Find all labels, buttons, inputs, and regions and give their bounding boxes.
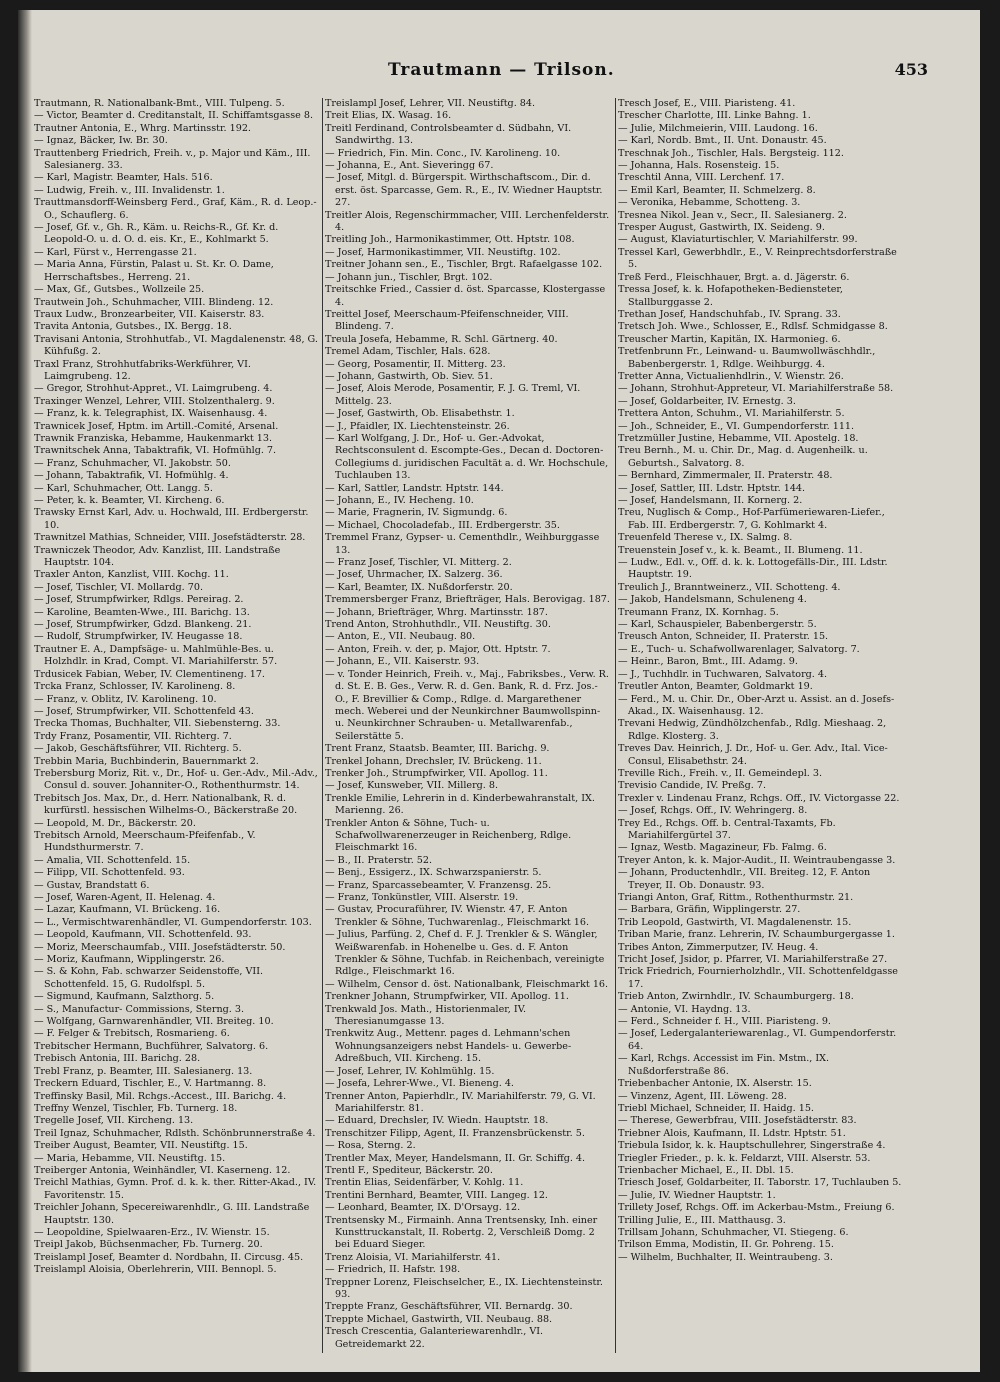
directory-entry: Trcka Franz, Schlosser, IV. Karolineng. 8.	[34, 681, 236, 693]
directory-entry: Traux Ludw., Bronzearbeiter, VII. Kaiserstr. 83.	[34, 308, 265, 320]
directory-entry: — Ferd., M. u. Chir. Dr., Ober-Arzt u. Assist. an d. Josefs-Akad., IX. Waisenhausg. 12.	[618, 693, 895, 717]
directory-entry: — Josef, Strumpfwirker, Rdlgs. Pereirag. 2.	[34, 594, 244, 606]
directory-entry: Tresper August, Gastwirth, IX. Seideng. 9.	[618, 222, 825, 234]
directory-entry: — Jakob, Handelsmann, Schuleneng 4.	[618, 594, 807, 606]
directory-entry: — E., Tuch- u. Schafwollwarenlager, Salvatorg. 7.	[618, 643, 860, 655]
directory-entry: Trenkner Johann, Strumpfwirker, VII. Apollog. 11.	[325, 991, 569, 1003]
directory-entry: Treuscher Martin, Kapitän, IX. Harmonieg. 6.	[618, 333, 841, 345]
column-1	[32, 98, 322, 1358]
directory-entry: — Amalia, VII. Schottenfeld. 15.	[34, 854, 191, 866]
directory-entry: Tretsch Joh. Wwe., Schlosser, E., Rdlsf. Schmidgasse 8.	[618, 321, 888, 333]
directory-entry: Treislampl Josef, Beamter d. Nordbahn, II. Circusg. 45.	[34, 1251, 304, 1263]
directory-entry: Treittel Josef, Meerschaum-Pfeifenschneider, VIII. Blindeng. 7.	[325, 308, 569, 333]
directory-entry: Trevisio Candide, IV. Preßg. 7.	[618, 780, 766, 792]
directory-entry: — Josef, Waren-Agent, II. Helenag. 4.	[34, 892, 216, 903]
directory-entry: Treil Ignaz, Schuhmacher, Rdlsth. Schönbrunnerstraße 4.	[34, 1127, 316, 1139]
directory-entry: Treipl Jakob, Büchsenmacher, Fb. Turnerg. 20.	[34, 1239, 263, 1251]
directory-entry: Trenschitzer Filipp, Agent, II. Franzensbrückenstr. 5.	[325, 1127, 585, 1139]
directory-entry: — Lazar, Kaufmann, VI. Brückeng. 16.	[34, 904, 221, 916]
directory-entry: — Marie, Fragnerin, IV. Sigmundg. 6.	[325, 507, 508, 519]
directory-entry: — B., II. Praterstr. 52.	[325, 854, 433, 866]
directory-entry: — Veronika, Hebamme, Schotteng. 3.	[618, 197, 801, 209]
directory-entry: Tresnea Nikol. Jean v., Secr., II. Salesianerg. 2.	[618, 209, 847, 221]
directory-entry: — Josef, Goldarbeiter, IV. Ernestg. 3.	[618, 395, 796, 407]
directory-entry: — Franz, Schuhmacher, VI. Jakobstr. 50.	[34, 457, 231, 469]
directory-entry: Trauttmansdorff-Weinsberg Ferd., Graf, Käm., R. d. Leop.-O., Schauflerg. 6.	[34, 197, 317, 221]
directory-entry: Trend Anton, Strohhuthdlr., VII. Neustiftg. 30.	[325, 619, 551, 631]
directory-entry: — Johann, E., VII. Kaiserstr. 93.	[325, 656, 480, 668]
directory-entry: — Johann, Briefträger, Whrg. Martinsstr. 187.	[325, 606, 548, 618]
directory-entry: — Karl, Schuhmacher, Ott. Langg. 5.	[34, 482, 213, 494]
directory-entry: — F. Felger & Trebitsch, Rosmarieng. 6.	[34, 1028, 230, 1040]
directory-entry: — Bernhard, Zimmermaler, II. Praterstr. 48.	[618, 470, 833, 482]
directory-entry: Trib Leopold, Gastwirth, VI. Magdalenenstr. 15.	[618, 916, 852, 928]
directory-entry: Trentl F., Spediteur, Bäckerstr. 20.	[325, 1164, 493, 1176]
directory-entry: — Franz, Sparcassebeamter, V. Franzensg. 25.	[325, 879, 552, 891]
directory-entry: Trenkwald Jos. Math., Historienmaler, IV. Theresianumgasse 13.	[325, 1003, 526, 1028]
directory-entry: Treusch Anton, Schneider, II. Praterstr. 15.	[618, 631, 829, 643]
directory-entry: Tresch Crescentia, Galanteriewarenhdlr., VI. Getreidemarkt 22.	[325, 1326, 544, 1350]
directory-entry: — Josefa, Lehrer-Wwe., VI. Bieneng. 4.	[325, 1078, 514, 1090]
directory-entry: Treislampl Josef, Lehrer, VII. Neustiftg. 84.	[325, 98, 536, 109]
directory-entry: Trillsam Johann, Schuhmacher, VI. Stiegeng. 6.	[618, 1226, 849, 1238]
directory-entry: Trawnitzel Mathias, Schneider, VIII. Josefstädterstr. 28.	[34, 532, 306, 544]
directory-entry: Treckern Eduard, Tischler, E., V. Hartmanng. 8.	[34, 1078, 267, 1090]
directory-entry: Treuenstein Josef v., k. k. Beamt., II. Blumeng. 11.	[618, 544, 863, 556]
directory-entry: Treville Rich., Freih. v., II. Gemeindepl. 3.	[618, 767, 823, 779]
directory-entry: Trdusicek Fabian, Weber, IV. Clementineng. 17.	[34, 668, 265, 680]
directory-entry: Treulich J., Branntweinerz., VII. Schotteng. 4.	[618, 581, 841, 593]
directory-entry: — Josef, Handelsmann, II. Kornerg. 2.	[618, 495, 803, 506]
directory-entry: — Anton, Freih. v. der, p. Major, Ott. Hptstr. 7.	[325, 643, 551, 655]
directory-entry: Trebl Franz, p. Beamter, III. Salesianerg. 13.	[34, 1065, 253, 1077]
directory-entry: Trescher Charlotte, III. Linke Bahng. 1.	[618, 110, 811, 122]
directory-entry: Trawsky Ernst Karl, Adv. u. Hochwald, III. Erdbergerstr. 10.	[34, 507, 309, 531]
directory-entry: — Franz, k. k. Telegraphist, IX. Waisenhausg. 4.	[34, 408, 268, 420]
directory-entry: Trecka Thomas, Buchhalter, VII. Siebensterng. 33.	[34, 718, 281, 730]
directory-entry: — Rudolf, Strumpfwirker, IV. Heugasse 18.	[34, 631, 243, 643]
directory-entry: — Maria, Hebamme, VII. Neustiftg. 15.	[34, 1152, 226, 1164]
directory-entry: Trebersburg Moriz, Rit. v., Dr., Hof- u. Ger.-Adv., Mil.-Adv., Consul d. souver. Johanniter-O., Rothenthurmstr. 14.	[34, 767, 318, 792]
directory-entry: — Josef, Mitgl. d. Bürgerspit. Wirthschaftscom., Dir. d. erst. öst. Sparcasse, Gem. R., E., IV. Wiedner Hauptstr. 27.	[325, 172, 603, 209]
directory-entry: — Karl, Magistr. Beamter, Hals. 516.	[34, 172, 213, 184]
directory-entry: — Franz, v. Oblitz, IV. Karolineng. 10.	[34, 693, 217, 705]
directory-entry: Treyer Anton, k. k. Major-Audit., II. Weintraubengasse 3.	[618, 854, 896, 866]
directory-entry: Trey Ed., Rchgs. Off. b. Central-Taxamts, Fb. Mariahilfergürtel 37.	[618, 817, 836, 841]
directory-entry: Trawnik Franziska, Hebamme, Haukenmarkt 13.	[34, 432, 273, 444]
directory-entry: — Benj., Essigerz., IX. Schwarzspanierstr. 5.	[325, 867, 542, 879]
directory-entry: Trautner E. A., Dampfsäge- u. Mahlmühle-Bes. u. Holzhdlr. in Krad, Compt. VI. Mariahilferstr. 57.	[34, 643, 278, 668]
directory-entry: — v. Tonder Heinrich, Freih. v., Maj., Fabriksbes., Verw. R. d. St. E. B. Ges., Verw. R. d. Gen. Bank, R. d. Frz. Jos.-O., F. Brevillier & Comp., Rdlge. d. Margarethener mech. Weberei und der Neunkirchner Baumwollspinn- u. Neunkirchner Schrauben- u. Metallwarenfab., Seilerstätte 5.	[325, 668, 609, 742]
directory-entry: — Friedrich, Fin. Min. Conc., IV. Karolineng. 10.	[325, 147, 561, 159]
directory-entry: Triebner Alois, Kaufmann, II. Ldstr. Hptstr. 51.	[618, 1127, 846, 1139]
directory-entry: Tribes Anton, Zimmerputzer, IV. Heug. 4.	[618, 941, 819, 953]
directory-entry: — Josef, Sattler, III. Ldstr. Hptstr. 144.	[618, 482, 806, 494]
directory-entry: Trebisch Antonia, III. Barichg. 28.	[34, 1053, 201, 1065]
directory-entry: Treitschke Fried., Cassier d. öst. Sparcasse, Klostergasse 4.	[325, 284, 606, 308]
directory-entry: Triebl Michael, Schneider, II. Haidg. 15.	[618, 1102, 814, 1114]
directory-entry: — S., Manufactur- Commissions, Sterng. 3.	[34, 1003, 245, 1015]
directory-entry: — Josef, Tischler, VI. Mollardg. 70.	[34, 581, 203, 593]
directory-entry: — J., Pfaidler, IX. Liechtensteinstr. 26.	[325, 420, 510, 432]
directory-entry: Treuenfeld Therese v., IX. Salmg. 8.	[618, 532, 793, 544]
directory-entry: Treppte Franz, Geschäftsführer, VII. Bernardg. 30.	[325, 1301, 573, 1313]
directory-entry: Tremmersberger Franz, Briefträger, Hals. Berovigag. 187.	[325, 594, 610, 606]
directory-entry: Treiberger Antonia, Weinhändler, VI. Kaserneng. 12.	[34, 1164, 291, 1176]
directory-entry: — Johanna, E., Ant. Sieveringg 67.	[325, 160, 494, 172]
directory-entry: — Leonhard, Beamter, IX. D'Orsayg. 12.	[325, 1202, 521, 1214]
directory-entry: Trentini Bernhard, Beamter, VIII. Langeg. 12.	[325, 1189, 548, 1201]
directory-entry: — Leopold, Kaufmann, VII. Schottenfeld. 93.	[34, 929, 252, 941]
directory-entry: Trenkel Johann, Drechsler, IV. Brückeng. 11.	[325, 755, 542, 767]
directory-entry: Treislampl Aloisia, Oberlehrerin, VIII. Bennopl. 5.	[34, 1264, 277, 1276]
directory-entry: Treu, Nuglisch & Comp., Hof-Parfümeriewaren-Liefer., Fab. III. Erdbergerstr. 7, G. Kohlmarkt 4.	[618, 507, 885, 531]
directory-entry: — Moriz, Meerschaumfab., VIII. Josefstädterstr. 50.	[34, 941, 286, 953]
directory-entry: — Ludwig, Freih. v., III. Invalidenstr. 1.	[34, 184, 225, 196]
directory-entry: — Julie, IV. Wiedner Hauptstr. 1.	[618, 1189, 776, 1201]
directory-entry: Treffny Wenzel, Tischler, Fb. Turnerg. 18.	[34, 1102, 238, 1114]
directory-entry: Trautwein Joh., Schuhmacher, VIII. Blindeng. 12.	[34, 296, 274, 308]
directory-entry: Trick Friedrich, Fournierholzhdlr., VII. Schottenfeldgasse 17.	[618, 966, 898, 990]
directory-entry: Triesch Josef, Goldarbeiter, II. Taborstr. 17, Tuchlauben 5.	[618, 1177, 902, 1189]
directory-entry: Treumann Franz, IX. Kornhag. 5.	[618, 606, 779, 618]
directory-entry: — Josef, Alois Merode, Posamentir, F. J. G. Treml, VI. Mittelg. 23.	[325, 383, 581, 407]
directory-entry: — Vinzenz, Agent, III. Löweng. 28.	[618, 1090, 787, 1102]
directory-entry: Trebitscher Hermann, Buchführer, Salvatorg. 6.	[34, 1040, 269, 1052]
directory-entry: — Karoline, Beamten-Wwe., III. Barichg. 13.	[34, 606, 250, 618]
directory-entry: — Ludw., Edl. v., Off. d. k. k. Lottogefälls-Dir., III. Ldstr. Hauptstr. 19.	[618, 557, 888, 581]
directory-entry: Tressa Josef, k. k. Hofapotheken-Bediensteter, Stallburggasse 2.	[618, 284, 843, 308]
directory-entry: — Heinr., Baron, Bmt., III. Adamg. 9.	[618, 656, 798, 668]
directory-entry: Treppte Michael, Gastwirth, VII. Neubaug. 88.	[325, 1313, 553, 1325]
directory-entry: — Ferd., Schneider f. H., VIII. Piaristeng. 9.	[618, 1016, 831, 1028]
directory-entry: Trenkle Emilie, Lehrerin in d. Kinderbewahranstalt, IX. Marienng. 26.	[325, 792, 595, 817]
directory-entry: Triban Marie, franz. Lehrerin, IV. Schaumburgergasse 1.	[618, 929, 895, 941]
directory-entry: — Anton, E., VII. Neubaug. 80.	[325, 631, 476, 643]
book-binding-shadow	[18, 10, 32, 1372]
directory-entry: — Victor, Beamter d. Creditanstalt, II. Schiffamtsgasse 8.	[34, 110, 314, 122]
directory-entry: — August, Klaviaturtischler, V. Mariahilferstr. 99.	[618, 234, 858, 246]
directory-entry: — Josef, Lehrer, IV. Kohlmühlg. 15.	[325, 1065, 495, 1077]
directory-entry: Treitler Alois, Regenschirmmacher, VIII. Lerchenfelderstr. 4.	[325, 209, 610, 234]
directory-entry: Trenner Anton, Papierhdlr., IV. Mariahilferstr. 79, G. VI. Mariahilferstr. 81.	[325, 1090, 596, 1114]
directory-entry: Trenz Aloisia, VI. Mariahilferstr. 41.	[325, 1251, 501, 1263]
directory-entry: Trebitsch Arnold, Meerschaum-Pfeifenfab., V. Hundsthurmerstr. 7.	[34, 829, 256, 854]
directory-entry: — Gregor, Strohhut-Appret., VI. Laimgrubeng. 4.	[34, 383, 273, 395]
directory-entry: — Johann, Productenhdlr., VII. Breiteg. 12, F. Anton Treyer, II. Ob. Donaustr. 93.	[618, 867, 871, 891]
directory-entry: — Gustav, Procuraführer, IV. Wienstr. 47, F. Anton Trenkler & Söhne, Tuchwarenlag., Fleischmarkt 16.	[325, 904, 590, 928]
directory-entry: Trilling Julie, E., III. Matthausg. 3.	[618, 1214, 786, 1226]
directory-entry: Trebbin Maria, Buchbinderin, Bauernmarkt 2.	[34, 755, 259, 767]
directory-entry: Tretter Anna, Victualienhdlrin., V. Wienstr. 26.	[618, 370, 844, 382]
directory-entry: Tricht Josef, Jsidor, p. Pfarrer, VI. Mariahilferstraße 27.	[618, 954, 888, 966]
directory-entry: — Josef, Uhrmacher, IX. Salzerg. 36.	[325, 569, 503, 581]
directory-entry: — Therese, Gewerbfrau, VIII. Josefstädterstr. 83.	[618, 1115, 857, 1127]
directory-entry: — Karl, Fürst v., Herrengasse 21.	[34, 246, 197, 258]
directory-entry: — Leopoldine, Spielwaaren-Erz., IV. Wienstr. 15.	[34, 1226, 270, 1238]
directory-entry: — Karl, Nordb. Bmt., II. Unt. Donaustr. 45.	[618, 135, 827, 147]
directory-entry: Trawnitschek Anna, Tabaktrafik, VI. Hofmühlg. 7.	[34, 445, 277, 457]
directory-entry: — Barbara, Gräfin, Wipplingerstr. 27.	[618, 904, 801, 916]
directory-entry: Trillety Josef, Rchgs. Off. im Ackerbau-Mstm., Freiung 6.	[618, 1202, 895, 1214]
directory-entry: — Filipp, VII. Schottenfeld. 93.	[34, 867, 185, 879]
directory-entry: Trenkler Anton & Söhne, Tuch- u. Schafwollwarenerzeuger in Reichenberg, Rdlge. Fleischmarkt 16.	[325, 817, 572, 854]
directory-entry: — Michael, Chocoladefab., III. Erdbergerstr. 35.	[325, 519, 560, 531]
directory-entry: — Moriz, Kaufmann, Wipplingerstr. 26.	[34, 954, 225, 966]
directory-entry: Tremel Adam, Tischler, Hals. 628.	[325, 346, 491, 358]
directory-entry: — Franz, Tonkünstler, VIII. Alserstr. 19.	[325, 892, 519, 903]
directory-entry: Treiber August, Beamter, VII. Neustiftg. 15.	[34, 1140, 248, 1152]
directory-entry: Trenkwitz Aug., Mettenr. pages d. Lehmann'schen Wohnungsanzeigers nebst Handels- u. Gewerbe-Adreßbuch, VII. Kircheng. 15.	[325, 1028, 572, 1065]
directory-entry: — Johanna, Hals. Rosensteig. 15.	[618, 160, 780, 172]
directory-entry: Trentin Elias, Seidenfärber, V. Kohlg. 11.	[325, 1177, 524, 1189]
directory-entry: — Josef, Harmonikastimmer, VII. Neustiftg. 102.	[325, 246, 561, 258]
directory-entry: Treschtil Anna, VIII. Lerchenf. 17.	[618, 172, 785, 184]
directory-entry: Trdy Franz, Posamentir, VII. Richterg. 7.	[34, 730, 232, 742]
directory-entry: Treu Bernh., M. u. Chir. Dr., Mag. d. Augenheilk. u. Geburtsh., Salvatorg. 8.	[618, 445, 868, 469]
directory-entry: — Johann jun., Tischler, Brgt. 102.	[325, 271, 493, 283]
directory-entry: Treula Josefa, Hebamme, R. Schl. Gärtnerg. 40.	[325, 333, 558, 345]
directory-entry: Trexler v. Lindenau Franz, Rchgs. Off., IV. Victorgasse 22.	[618, 792, 900, 804]
directory-entry: Trieb Anton, Zwirnhdlr., IV. Schaumburgerg. 18.	[618, 991, 854, 1003]
directory-entry: Trauttenberg Friedrich, Freih. v., p. Major und Käm., III. Salesianerg. 33.	[34, 147, 311, 172]
directory-entry: — Friedrich, II. Hafstr. 198.	[325, 1264, 461, 1276]
directory-entry: — Josef, Gastwirth, Ob. Elisabethstr. 1.	[325, 408, 515, 420]
directory-entry: — Karl Wolfgang, J. Dr., Hof- u. Ger.-Advokat, Rechtsconsulent d. Escompte-Ges., Decan d. Doctoren-Collegiums d. juridischen Facultät a. d. Wr. Hochschule, Tuchlauben 13.	[325, 432, 609, 482]
directory-entry: Treitl Ferdinand, Controlsbeamter d. Südbahn, VI. Sandwirthg. 13.	[325, 122, 572, 147]
directory-entry: Treichl Mathias, Gymn. Prof. d. k. k. ther. Ritter-Akad., IV. Favoritenstr. 15.	[34, 1177, 317, 1201]
page-header	[48, 60, 928, 88]
directory-entry: Trettera Anton, Schuhm., VI. Mariahilferstr. 5.	[618, 408, 845, 420]
directory-entry: Trentsensky M., Firmainh. Anna Trentsensky, Inh. einer Kunsttruckanstalt, II. Robertg. 2, Verschleiß Domg. 2 bei Eduard Sieger.	[325, 1214, 598, 1251]
directory-entry: Treß Ferd., Fleischhauer, Brgt. a. d. Jägerstr. 6.	[618, 271, 850, 283]
directory-entry: Tresch Josef, E., VIII. Piaristeng. 41.	[618, 98, 796, 109]
directory-entry: Trawniczek Theodor, Adv. Kanzlist, III. Landstraße Hauptstr. 104.	[34, 544, 281, 569]
directory-entry: — Karl, Rchgs. Accessist im Fin. Mstm., IX. Nußdorferstraße 86.	[618, 1053, 830, 1077]
directory-entry: — Jakob, Geschäftsführer, VII. Richterg. 5.	[34, 743, 242, 755]
directory-entry: — Wolfgang, Garnwarenhändler, VII. Breiteg. 10.	[34, 1016, 274, 1028]
directory-entry: Tregelle Josef, VII. Kircheng. 13.	[34, 1115, 194, 1127]
page-number: 453	[894, 60, 928, 79]
directory-entry: Treit Elias, IX. Wasag. 16.	[325, 110, 452, 122]
directory-page	[18, 10, 980, 1372]
directory-entry: Treichler Johann, Specereiwarenhdlr., G. III. Landstraße Hauptstr. 130.	[34, 1202, 310, 1226]
directory-entry: Triebula Isidor, k. k. Hauptschullehrer, Singerstraße 4.	[618, 1140, 886, 1152]
directory-entry: Trenker Joh., Strumpfwirker, VII. Apollog. 11.	[325, 767, 548, 779]
directory-entry: Trent Franz, Staatsb. Beamter, III. Barichg. 9.	[325, 743, 550, 755]
directory-entry: Tressel Karl, Gewerbhdlr., E., V. Reinprechtsdorferstraße 5.	[618, 246, 897, 271]
directory-entry: Trethan Josef, Handschuhfab., IV. Sprang. 33.	[618, 308, 841, 320]
directory-entry: — Josef, Strumpfwirker, Gdzd. Blankeng. 21.	[34, 619, 252, 631]
directory-entry: — Karl, Sattler, Landstr. Hptstr. 144.	[325, 482, 504, 494]
directory-entry: — Georg, Posamentir, II. Mitterg. 23.	[325, 358, 506, 370]
directory-entry: Treves Dav. Heinrich, J. Dr., Hof- u. Ger. Adv., Ital. Vice-Consul, Elisabethstr. 24.	[618, 743, 888, 767]
directory-entry: — L., Vermischtwarenhändler, VI. Gumpendorferstr. 103.	[34, 916, 312, 928]
directory-entry: — Josef, Rchgs. Off., IV. Wehringerg. 8.	[618, 805, 808, 817]
column-3	[616, 98, 906, 1358]
directory-entry: — Wilhelm, Censor d. öst. Nationalbank, Fleischmarkt 16.	[325, 978, 609, 990]
directory-entry: — Emil Karl, Beamter, II. Schmelzerg. 8.	[618, 184, 816, 196]
directory-entry: Trawnicek Josef, Hptm. im Artill.-Comité, Arsenal.	[34, 420, 279, 432]
directory-entry: — Johann, Tabaktrafik, VI. Hofmühlg. 4.	[34, 470, 229, 482]
directory-entry: Trienbacher Michael, E., II. Dbl. 15.	[618, 1164, 794, 1176]
directory-entry: — Leopold, M. Dr., Bäckerstr. 20.	[34, 817, 196, 829]
directory-entry: — Ignaz, Westb. Magazineur, Fb. Falmg. 6.	[618, 842, 827, 854]
directory-entry: — Josef, Strumpfwirker, VII. Schottenfeld 43.	[34, 705, 254, 717]
directory-entry: Treppner Lorenz, Fleischselcher, E., IX. Liechtensteinstr. 93.	[325, 1276, 603, 1300]
directory-entry: — Antonie, VI. Haydng. 13.	[618, 1003, 751, 1015]
directory-entry: Trautner Antonia, E., Whrg. Martinsstr. 192.	[34, 122, 251, 134]
directory-entry: — Karl, Beamter, IX. Nußdorferstr. 20.	[325, 581, 513, 593]
directory-entry: Triangi Anton, Graf, Rittm., Rothenthurmstr. 21.	[618, 892, 854, 903]
directory-entry: — Peter, k. k. Beamter, VI. Kircheng. 6.	[34, 495, 225, 506]
directory-entry: — Julius, Parfüng. 2, Chef d. F. J. Trenkler & S. Wängler, Weißwarenfab. in Hohenelbe u. Ges. d. F. Anton Trenkler & Söhne, Tuchfab. in Reichenbach, vereinigte Rdlge., Fleischmarkt 16.	[325, 929, 605, 978]
directory-entry: Trebitsch Jos. Max, Dr., d. Herr. Nationalbank, R. d. kurfürstl. hessischen Wilhelms-O., Bäckerstraße 20.	[34, 792, 298, 817]
directory-entry: — Franz Josef, Tischler, VI. Mitterg. 2.	[325, 557, 512, 569]
directory-entry: — Ignaz, Bäcker, Iw. Br. 30.	[34, 135, 168, 147]
directory-entry: — Johann, Gastwirth, Ob. Siev. 51.	[325, 370, 493, 382]
directory-entry: Travisani Antonia, Strohhutfab., VI. Magdalenenstr. 48, G. Kühfußg. 2.	[34, 333, 318, 358]
directory-entry: — Johann, E., IV. Hecheng. 10.	[325, 495, 474, 506]
directory-entry: Treitner Johann sen., E., Tischler, Brgt. Rafaelgasse 102.	[325, 259, 603, 271]
directory-entry: Traxinger Wenzel, Lehrer, VIII. Stolzenthalerg. 9.	[34, 395, 275, 407]
directory-entry: Treffinsky Basil, Mil. Rchgs.-Accest., III. Barichg. 4.	[34, 1090, 287, 1102]
directory-entry: Triegler Frieder., p. k. k. Feldarzt, VIII. Alserstr. 53.	[618, 1152, 871, 1164]
directory-entry: — S. & Kohn, Fab. schwarzer Seidenstoffe, VII. Schottenfeld. 15, G. Rudolfspl. 5.	[34, 966, 264, 990]
directory-entry: — Rosa, Sterng. 2.	[325, 1140, 416, 1152]
directory-entry: Treutler Anton, Beamter, Goldmarkt 19.	[618, 681, 813, 693]
directory-entry: — Julie, Milchmeierin, VIII. Laudong. 16.	[618, 122, 818, 134]
directory-entry: Trentler Max, Meyer, Handelsmann, II. Gr. Schiffg. 4.	[325, 1152, 586, 1164]
directory-entry: — Josef, Kunsweber, VII. Millerg. 8.	[325, 780, 499, 792]
directory-entry: — Maria Anna, Fürstin, Palast u. St. Kr. O. Dame, Herrschaftsbes., Herreng. 21.	[34, 259, 274, 283]
directory-entry: — Sigmund, Kaufmann, Salzthorg. 5.	[34, 991, 215, 1003]
directory-entry: Trilson Emma, Modistin, II. Gr. Pohreng. 15.	[618, 1239, 834, 1251]
directory-entry: — Wilhelm, Buchhalter, II. Weintraubeng. 3.	[618, 1251, 833, 1263]
directory-entry: — Johann, Strohhut-Appreteur, VI. Mariahilferstraße 58.	[618, 383, 894, 395]
directory-entry: Traxl Franz, Strohhutfabriks-Werkführer, VI. Laimgrubeng. 12.	[34, 358, 251, 382]
directory-entry: Treitling Joh., Harmonikastimmer, Ott. Hptstr. 108.	[325, 234, 575, 246]
directory-entry: — J., Tuchhdlr. in Tuchwaren, Salvatorg. 4.	[618, 668, 828, 680]
directory-entry: — Max, Gf., Gutsbes., Wollzeile 25.	[34, 284, 205, 296]
directory-entry: — Josef, Gf. v., Gh. R., Käm. u. Reichs-R., Gf. Kr. d. Leopold-O. u. d. O. d. eis. Kr., E., Kohlmarkt 5.	[34, 222, 279, 246]
directory-entry: — Karl, Schauspieler, Babenbergerstr. 5.	[618, 619, 817, 631]
directory-entry: Tretzmüller Justine, Hebamme, VII. Apostelg. 18.	[618, 432, 859, 444]
column-2	[323, 98, 613, 1358]
directory-entry: — Eduard, Drechsler, IV. Wiedn. Hauptstr. 18.	[325, 1115, 549, 1127]
directory-entry: Traxler Anton, Kanzlist, VIII. Kochg. 11.	[34, 569, 229, 581]
directory-entry: — Josef, Ledergalanteriewarenlag., VI. Gumpendorferstr. 64.	[618, 1028, 897, 1052]
running-title: Trautmann — Trilson.	[388, 60, 615, 80]
directory-entry: — Joh., Schneider, E., VI. Gumpendorferstr. 111.	[618, 420, 855, 432]
directory-entry: Treschnak Joh., Tischler, Hals. Bergsteig. 112.	[618, 147, 844, 159]
directory-entry: Tremmel Franz, Gypser- u. Cementhdlr., Weihburggasse 13.	[325, 532, 600, 556]
directory-entry: Travita Antonia, Gutsbes., IX. Bergg. 18.	[34, 321, 232, 333]
directory-entry: Trevani Hedwig, Zündhölzchenfab., Rdlg. Mieshaag. 2, Rdlge. Klosterg. 3.	[618, 718, 887, 742]
directory-entry: Trautmann, R. Nationalbank-Bmt., VIII. Tulpeng. 5.	[34, 98, 285, 109]
directory-entry: Triebenbacher Antonie, IX. Alserstr. 15.	[618, 1078, 812, 1090]
directory-entry: — Gustav, Brandstatt 6.	[34, 879, 150, 891]
directory-entry: Tretfenbrunn Fr., Leinwand- u. Baumwollwäschhdlr., Babenbergerstr. 1, Rdlge. Weihburgg. 4.	[618, 346, 876, 370]
